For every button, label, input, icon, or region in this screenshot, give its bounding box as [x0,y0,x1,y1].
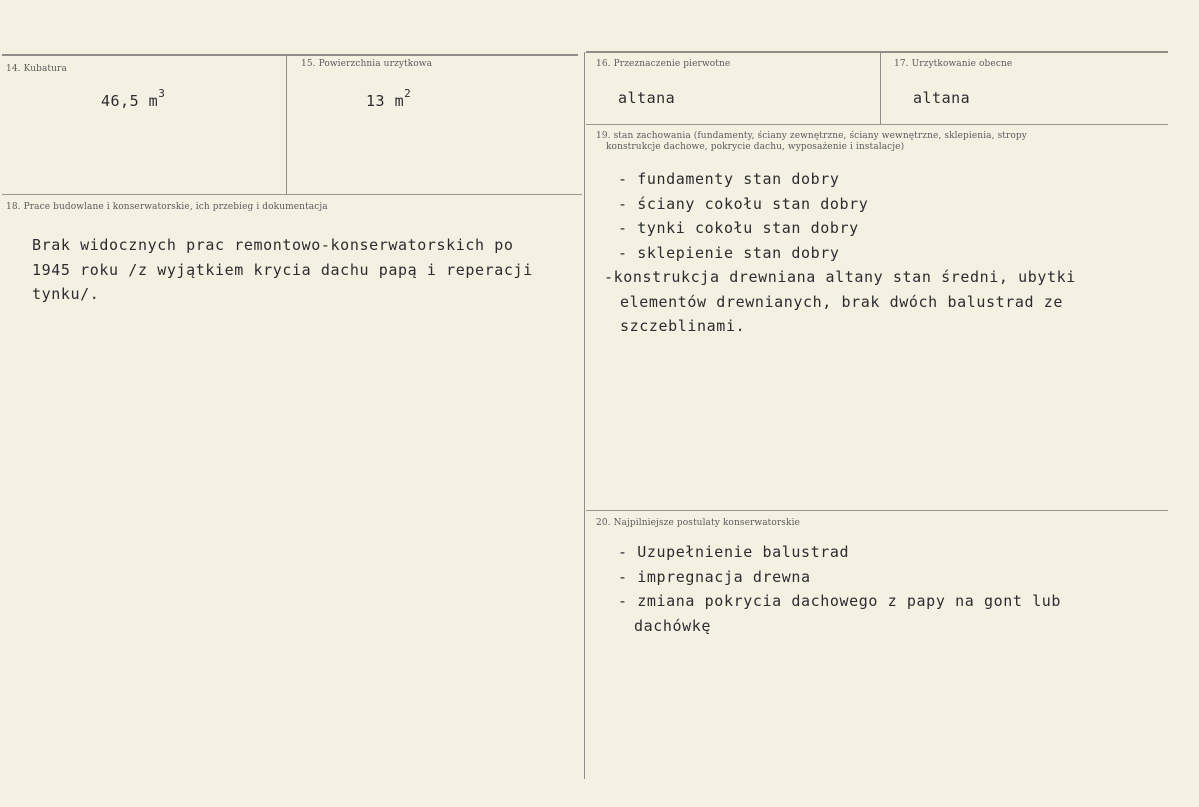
top-border-right [586,51,1168,53]
prace-line: tynku/. [32,285,100,303]
row-divider-right-lower [586,510,1168,511]
powierzchnia-label: 15. Powierzchnia urzytkowa [301,59,433,69]
top-border-left [2,54,578,56]
powierzchnia-exponent: 2 [404,87,412,100]
list-item: elementów drewnianych, brak dwóch balustrad ze [620,292,1064,311]
center-divider [584,52,585,779]
powierzchnia-number: 13 m [366,92,405,110]
prace-line: Brak widocznych prac remontowo-konserwatorskich po [32,236,514,254]
divider-14-15 [286,55,287,195]
list-item: - zmiana pokrycia dachowego z papy na gont lub [618,592,1062,610]
przeznaczenie-value: altana [618,89,676,107]
postulaty-label: 20. Najpilniejsze postulaty konserwatorskie [596,518,800,528]
kubatura-exponent: 3 [158,87,166,100]
list-item: - ściany cokołu stan dobry [618,194,869,213]
urzytkowanie-label: 17. Urzytkowanie obecne [894,59,1013,69]
list-item: szczeblinami. [620,317,746,335]
prace-label: 18. Prace budowlane i konserwatorskie, ich przebieg i dokumentacja [6,202,328,212]
list-item: - Uzupełnienie balustrad [618,543,850,561]
list-item: - tynki cokołu stan dobry [618,219,859,237]
list-item: -konstrukcja drewniana altany stan średni, ubytki [604,268,1076,286]
row-divider-right-upper [586,124,1168,125]
list-item: dachówkę [634,616,712,635]
kubatura-label: 14. Kubatura [6,64,67,74]
kubatura-number: 46,5 m [101,92,159,110]
stan-zachowania-list [604,167,1076,339]
przeznaczenie-label: 16. Przeznaczenie pierwotne [596,59,731,69]
prace-line: 1945 roku /z wyjątkiem krycia dachu papą i reperacji [32,260,533,279]
list-item: - impregnacja drewna [618,567,811,586]
postulaty-list [604,540,1061,638]
urzytkowanie-value: altana [913,89,971,107]
list-item: - fundamenty stan dobry [618,170,840,188]
divider-16-17 [880,52,881,124]
prace-text [32,233,533,307]
kubatura-value [101,87,166,110]
list-item: - sklepienie stan dobry [618,243,840,262]
stan-zachowania-label-line: konstrukcje dachowe, pokrycie dachu, wyposażenie i instalacje) [606,142,905,152]
powierzchnia-value [366,87,412,110]
row-divider-left [2,194,582,195]
stan-zachowania-label [596,131,1027,153]
stan-zachowania-label-line: 19. stan zachowania (fundamenty, ściany zewnętrzne, ściany wewnętrzne, sklepienia, stropy [596,131,1027,141]
